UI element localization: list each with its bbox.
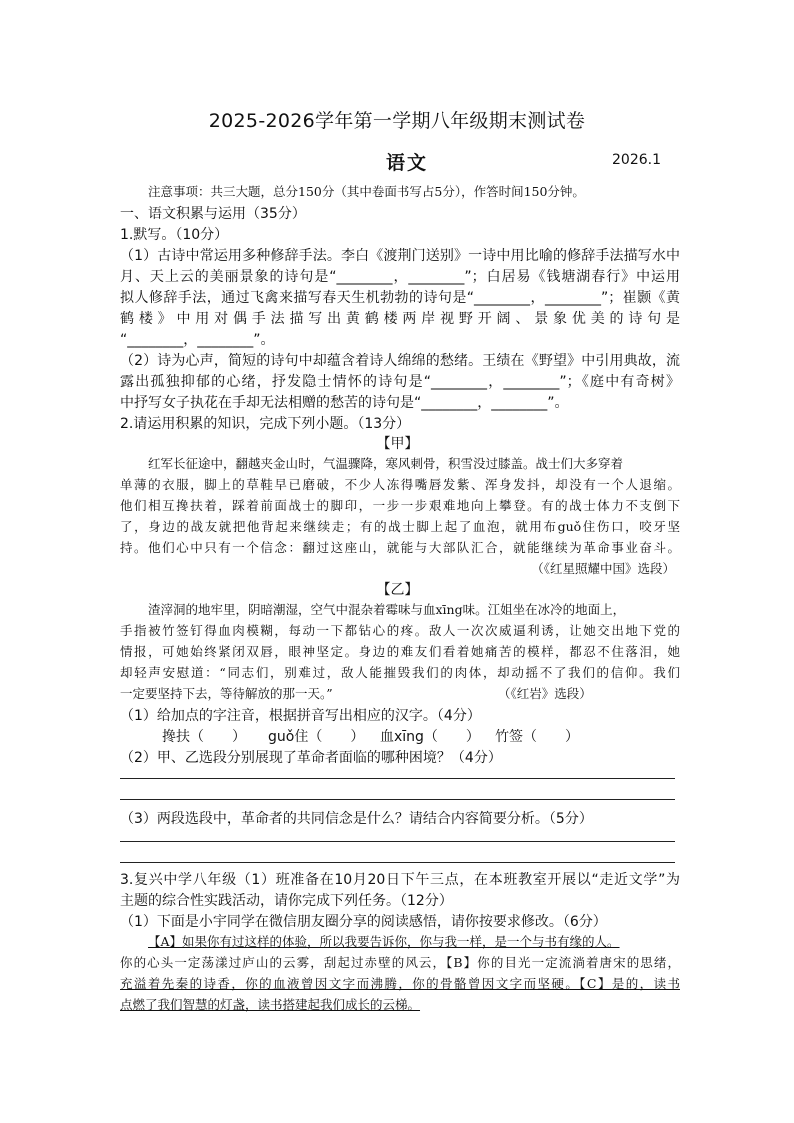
q3-line: 3.复兴中学八年级（1）班准备在10月20日下午三点，在本班教室开展以“走近文学”为: [120, 872, 680, 888]
q2-sub1: （1）给加点的字注音，根据拼音写出相应的汉字。（4分）: [120, 708, 481, 724]
passage-yi-line: 一定要坚持下去，等待解放的那一天。”: [120, 686, 333, 701]
q1-p1-line: 鹤楼》中用对偶手法描写出黄鹤楼两岸视野开阔、景象优美的诗句是: [120, 311, 680, 327]
q3-sub1: （1）下面是小宇同学在微信朋友圈分享的阅读感悟，请你按要求修改。（6分）: [120, 914, 607, 930]
q3-line: 主题的综合性实践活动，请你完成下列任务。（12分）: [120, 893, 453, 909]
q1-p2-line: 中抒写女子执花在手却无法相赠的愁苦的诗句是“________，________”。: [120, 395, 569, 411]
passage-yi-label: 【乙】: [376, 582, 419, 598]
passage-jia-line: 他们相互搀扶着，踩着前面战士的脚印，一步一步艰难地向上攀登。有的战士体力不支倒下: [120, 498, 680, 513]
passage-jia-line: 单薄的衣服，脚上的草鞋早已磨破，不少人冻得嘴唇发紫、浑身发抖，却没有一个人退缩。: [120, 477, 680, 492]
section-heading: 一、语文积累与运用（35分）: [120, 206, 306, 222]
q1-heading: 1.默写。（10分）: [120, 227, 229, 243]
pinyin-item: 搀扶（ ）: [162, 729, 246, 745]
post-passage-line: 你的心头一定荡漾过庐山的云雾，刮起过赤壁的风云，【B】你的目光一定流淌着唐宋的思绪，: [120, 955, 680, 970]
passage-jia-label: 【甲】: [376, 436, 419, 452]
subject-title: 语文: [386, 152, 429, 174]
q1-p2-line: （2）诗为心声，简短的诗句中却蕴含着诗人绵绵的愁绪。王绩在《野望》中引用典故，流: [120, 353, 680, 369]
answer-line[interactable]: [120, 841, 675, 842]
answer-line[interactable]: [120, 862, 675, 863]
q1-p1-line: “________，________”。: [120, 332, 275, 348]
q1-p1-line: 拟人修辞手法，通过飞禽来描写春天生机勃勃的诗句是“________，________”；崔颢《黄: [120, 290, 680, 306]
passage-jia-line: 持。他们心中只有一个信念：翻过这座山，就能与大部队汇合，就能继续为革命事业奋斗。: [120, 540, 680, 555]
post-passage-line: 【A】如果你有过这样的体验，所以我要告诉你，你与我一样，是一个与书有缘的人。: [148, 934, 620, 949]
exam-date: 2026.1: [612, 152, 661, 168]
passage-yi-source: （《红岩》选段）: [498, 686, 592, 701]
exam-title: 2025-2026学年第一学期八年级期末测试卷: [208, 110, 586, 132]
post-passage-line: 点燃了我们智慧的灯盏，读书搭建起我们成长的云梯。: [120, 997, 421, 1012]
notice: 注意事项：共三大题，总分150分（其中卷面书写占5分），作答时间150分钟。: [148, 184, 585, 199]
answer-line[interactable]: [120, 799, 675, 800]
post-passage-line: 充溢着先秦的诗香，你的血液曾因文字而沸腾，你的骨骼曾因文字而坚硬。【C】是的，读书: [120, 976, 680, 991]
answer-line[interactable]: [120, 778, 675, 779]
q2-sub3: （3）两段选段中，革命者的共同信念是什么？请结合内容简要分析。（5分）: [120, 811, 593, 827]
passage-yi-line: 却轻声安慰道：“同志们，别难过，敌人能摧毁我们的肉体，却动摇不了我们的信仰。我们: [120, 665, 680, 680]
passage-yi-line: 情报，可她始终紧闭双唇，眼神坚定。身边的难友们看着她痛苦的模样，都忍不住落泪，她: [120, 644, 680, 659]
q1-p1-line: （1）古诗中常运用多种修辞手法。李白《渡荆门送别》一诗中用比喻的修辞手法描写水中: [120, 248, 680, 264]
q2-heading: 2.请运用积累的知识，完成下列小题。（13分）: [120, 416, 411, 432]
pinyin-item: 血xīng（ ）: [380, 729, 480, 745]
passage-yi-line: 渣滓洞的地牢里，阴暗潮湿，空气中混杂着霉味与血xīng味。江姐坐在冰冷的地面上，: [148, 602, 626, 617]
passage-jia-source: （《红星照耀中国》选段）: [531, 561, 675, 576]
passage-jia-line: 红军长征途中，翻越夹金山时，气温骤降，寒风刺骨，积雪没过膝盖。战士们大多穿着: [148, 456, 624, 471]
pinyin-item: 竹签（ ）: [495, 729, 579, 745]
passage-jia-line: 了，身边的战友就把他背起来继续走；有的战士脚上起了血泡，就用布guǒ住伤口，咬牙坚: [120, 519, 680, 534]
q1-p2-line: 露出孤独抑郁的心绪，抒发隐士情怀的诗句是“________，________”；《庭中有奇树》: [120, 374, 680, 390]
q2-sub2: （2）甲、乙选段分别展现了革命者面临的哪种困境？（4分）: [120, 750, 502, 766]
pinyin-item: guǒ住（ ）: [268, 729, 365, 745]
q1-p1-line: 月、天上云的美丽景象的诗句是“________，________”；白居易《钱塘湖春行》中运用: [120, 269, 680, 285]
passage-yi-line: 手指被竹签钉得血肉模糊，每动一下都钻心的疼。敌人一次次威逼利诱，让她交出地下党的: [120, 623, 680, 638]
